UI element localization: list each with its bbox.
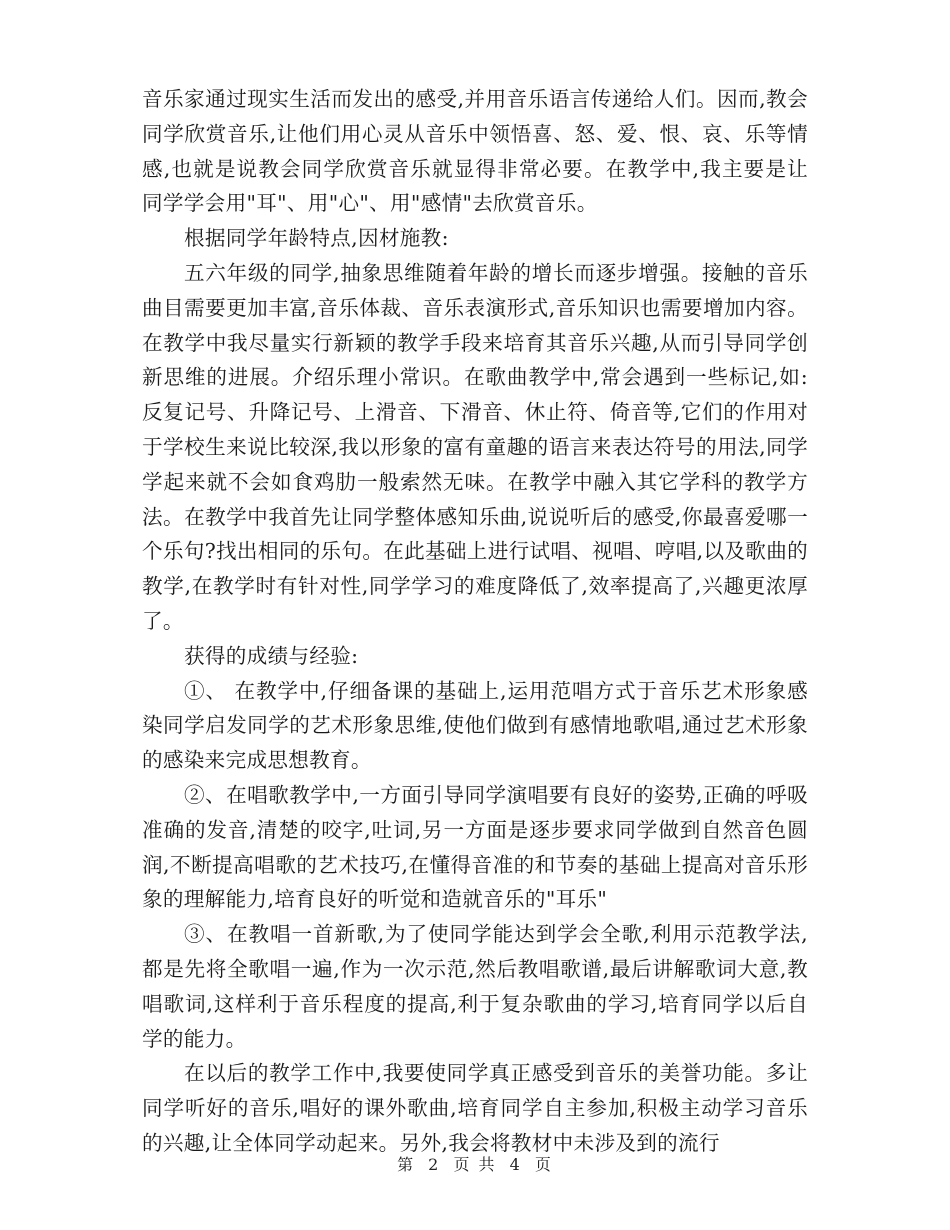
paragraph-point-two: ②、在唱歌教学中,一方面引导同学演唱要有良好的姿势,正确的呼吸准确的发音,清楚的咬字,吐词,另一方面是逐步要求同学做到自然音色圆润,不断提高唱歌的艺术技巧,在懂得音准的和节奏的基础上提高对音乐形象的理解能力,培育良好的听觉和造就音乐的"耳乐" [142,782,808,912]
paragraph-grade-five-six: 五六年级的同学,抽象思维随着年龄的增长而逐步增强。接触的音乐曲目需要更加丰富,音乐体裁、音乐表演形式,音乐知识也需要增加内容。在教学中我尽量实行新颖的教学手段来培育其音乐兴趣,从而引导同学创新思维的进展。介绍乐理小常识。在歌曲教学中,常会遇到一些标记,如:反复记号、升降记号、上滑音、下滑音、休止符、倚音等,它们的作用对于学校生来说比较深,我以形象的富有童趣的语言来表达符号的用法,同学学起来就不会如食鸡肋一般索然无味。在教学中融入其它学科的教学方法。在教学中我首先让同学整体感知乐曲,说说听后的感受,你最喜爱哪一个乐句?找出相同的乐句。在此基础上进行试唱、视唱、哼唱,以及歌曲的教学,在教学时有针对性,同学学习的难度降低了,效率提高了,兴趣更浓厚了。 [142,260,808,633]
footer-prefix: 第 [397,1155,416,1174]
page-total: 4 [509,1155,522,1174]
paragraph-intro-continued: 音乐家通过现实生活而发出的感受,并用音乐语言传递给人们。因而,教会同学欣赏音乐,让他们用心灵从音乐中领悟喜、怒、爱、恨、哀、乐等情感,也就是说教会同学欣赏音乐就显得非常必要。在教学中,我主要是让 同学学会用"耳"、用"心"、用"感情"去欣赏音乐。 [142,87,808,216]
footer-middle: 页 共 [453,1155,497,1174]
footer-suffix: 页 [534,1155,553,1174]
page-number: 2 [428,1155,441,1174]
paragraph-point-one: ①、 在教学中,仔细备课的基础上,运用范唱方式于音乐艺术形象感染同学启发同学的艺术形象思维,使他们做到有感情地歌唱,通过艺术形象的感染来完成思想教育。 [142,678,808,773]
paragraph-heading-teaching-by-age: 根据同学年龄特点,因材施教: [184,226,449,251]
document-body [142,82,808,1161]
paragraph-heading-achievements: 获得的成绩与经验: [184,643,359,668]
paragraph-future-work: 在以后的教学工作中,我要使同学真正感受到音乐的美誉功能。多让同学听好的音乐,唱好的课外歌曲,培育同学自主参加,积极主动学习音乐的兴趣,让全体同学动起来。另外,我会将教材中未涉及到的流行 [142,1061,808,1155]
page-footer [0,1152,950,1175]
paragraph-point-three: ③、在教唱一首新歌,为了使同学能达到学会全歌,利用示范教学法,都是先将全歌唱一遍,作为一次示范,然后教唱歌谱,最后讲解歌词大意,教唱歌词,这样利于音乐程度的提高,利于复杂歌曲的学习,培育同学以后自学的能力。 [142,922,808,1051]
